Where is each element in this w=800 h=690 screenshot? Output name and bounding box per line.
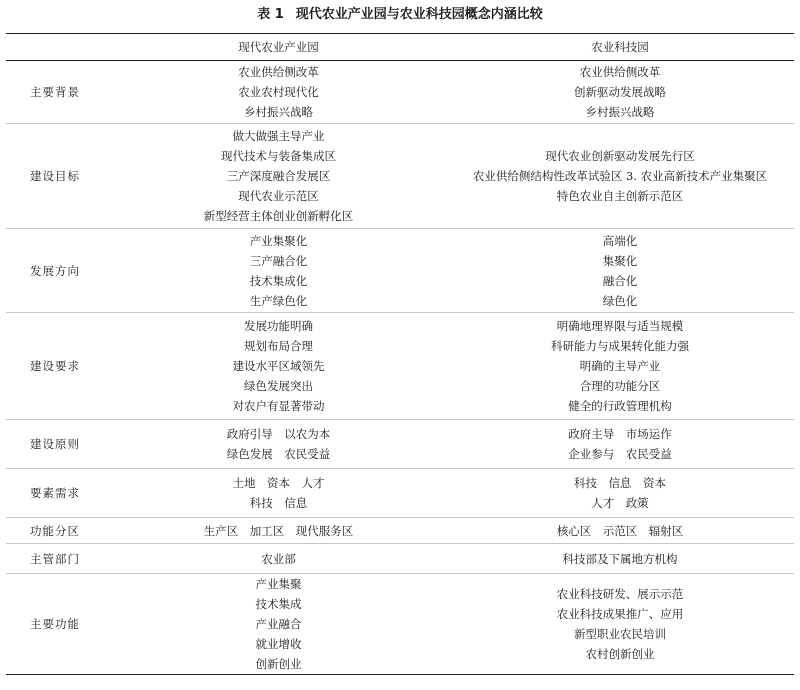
modern-park-cell xyxy=(111,313,446,420)
table-row xyxy=(6,469,794,518)
table-body xyxy=(6,61,794,675)
table-row xyxy=(6,313,794,420)
row-label: 建设原则 xyxy=(6,420,111,469)
cell-line: 企业参与 农民受益 xyxy=(568,447,672,461)
cell-line: 创新驱动发展战略 xyxy=(574,85,666,99)
tech-park-cell xyxy=(446,124,794,229)
header-modern-park: 现代农业产业园 xyxy=(111,34,446,61)
cell-line: 人才 政策 xyxy=(591,496,649,510)
table-row xyxy=(6,420,794,469)
header-tech-park: 农业科技园 xyxy=(446,34,794,61)
table-row xyxy=(6,61,794,124)
comparison-table xyxy=(6,33,794,675)
cell-line: 合理的功能分区 xyxy=(579,379,661,393)
tech-park-cell xyxy=(446,544,794,574)
cell-line: 政府引导 以农为本 xyxy=(226,427,331,441)
cell-line: 产业集聚 xyxy=(255,577,302,591)
row-label: 主要背景 xyxy=(6,61,111,124)
modern-park-cell xyxy=(111,469,446,518)
row-label: 功能分区 xyxy=(6,518,111,544)
cell-line: 科技 信息 xyxy=(249,496,308,510)
row-label: 要素需求 xyxy=(6,469,111,518)
cell-line: 集聚化 xyxy=(602,253,638,268)
cell-line: 生产绿色化 xyxy=(249,293,308,308)
cell-line: 产业集聚化 xyxy=(249,233,308,248)
cell-line: 技术集成化 xyxy=(249,273,308,288)
cell-line: 技术集成 xyxy=(255,597,302,611)
row-label: 建设要求 xyxy=(6,313,111,420)
table-row xyxy=(6,574,794,675)
row-label: 发展方向 xyxy=(6,229,111,313)
cell-line: 农业供给侧改革 xyxy=(579,65,661,79)
cell-line: 绿色发展突出 xyxy=(244,379,313,393)
cell-line: 土地 资本 人才 xyxy=(232,476,325,490)
row-label: 主要功能 xyxy=(6,574,111,675)
cell-line: 科技 信息 资本 xyxy=(574,476,666,490)
header-empty-cell xyxy=(6,34,111,61)
cell-line: 科技部及下属地方机构 xyxy=(562,551,678,566)
tech-park-cell xyxy=(446,420,794,469)
table-row xyxy=(6,518,794,544)
modern-park-cell xyxy=(111,420,446,469)
cell-line: 建设水平区域领先 xyxy=(232,359,325,373)
tech-park-cell xyxy=(446,469,794,518)
cell-line: 乡村振兴战略 xyxy=(244,105,313,119)
modern-park-cell xyxy=(111,61,446,124)
cell-line: 乡村振兴战略 xyxy=(585,105,655,119)
tech-park-cell xyxy=(446,518,794,544)
cell-line: 农业科技研发、展示示范 xyxy=(556,587,684,601)
table-row xyxy=(6,124,794,229)
cell-line: 规划布局合理 xyxy=(244,339,313,353)
cell-line: 明确的主导产业 xyxy=(579,359,661,373)
header-row xyxy=(6,34,794,61)
cell-line: 政府主导 市场运作 xyxy=(568,427,672,441)
tech-park-cell xyxy=(446,313,794,420)
cell-line: 对农户有显著带动 xyxy=(232,399,325,413)
cell-line: 就业增收 xyxy=(255,637,302,651)
tech-park-cell xyxy=(446,574,794,675)
cell-line: 融合化 xyxy=(602,273,638,288)
table-caption xyxy=(0,0,800,30)
cell-line: 农业农村现代化 xyxy=(238,85,319,99)
modern-park-cell xyxy=(111,544,446,574)
cell-line: 明确地理界限与适当规模 xyxy=(556,319,684,333)
cell-line: 健全的行政管理机构 xyxy=(568,399,672,413)
cell-line: 现代农业示范区 xyxy=(238,189,319,203)
modern-park-cell xyxy=(111,574,446,675)
cell-line: 做大做强主导产业 xyxy=(232,129,325,143)
row-label: 建设目标 xyxy=(6,124,111,229)
cell-line: 新型职业农民培训 xyxy=(574,627,666,641)
tech-park-cell xyxy=(446,61,794,124)
cell-line: 农业部 xyxy=(261,551,296,566)
cell-line: 科研能力与成果转化能力强 xyxy=(551,339,689,353)
cell-line: 三产深度融合发展区 xyxy=(226,169,331,183)
table-row xyxy=(6,544,794,574)
cell-line: 绿色化 xyxy=(602,293,638,308)
cell-line: 三产融合化 xyxy=(249,253,308,268)
row-label: 主管部门 xyxy=(6,544,111,574)
cell-line: 现代农业创新驱动发展先行区 xyxy=(545,149,695,163)
cell-line: 生产区 加工区 现代服务区 xyxy=(203,523,354,538)
table-title: 现代农业产业园与农业科技园概念内涵比较 xyxy=(295,7,543,22)
cell-line: 农业供给侧改革 xyxy=(238,65,319,79)
cell-line: 产业融合 xyxy=(255,617,302,631)
table-row xyxy=(6,229,794,313)
table-number: 表 1 xyxy=(257,7,284,22)
cell-line: 新型经营主体创业创新孵化区 xyxy=(203,209,354,223)
cell-line: 核心区 示范区 辐射区 xyxy=(556,523,684,538)
cell-line: 农村创新创业 xyxy=(585,647,655,661)
cell-line: 农业科技成果推广、应用 xyxy=(556,607,684,621)
cell-line: 现代技术与装备集成区 xyxy=(221,149,336,163)
cell-line: 特色农业自主创新示范区 xyxy=(556,189,684,203)
modern-park-cell xyxy=(111,518,446,544)
cell-line: 农业供给侧结构性改革试验区 3. 农业高新技术产业集聚区 xyxy=(472,169,768,183)
cell-line: 发展功能明确 xyxy=(244,319,313,333)
cell-line: 绿色发展 农民受益 xyxy=(226,447,331,461)
modern-park-cell xyxy=(111,124,446,229)
modern-park-cell xyxy=(111,229,446,313)
cell-line: 高端化 xyxy=(602,233,638,248)
cell-line: 创新创业 xyxy=(255,657,302,671)
tech-park-cell xyxy=(446,229,794,313)
